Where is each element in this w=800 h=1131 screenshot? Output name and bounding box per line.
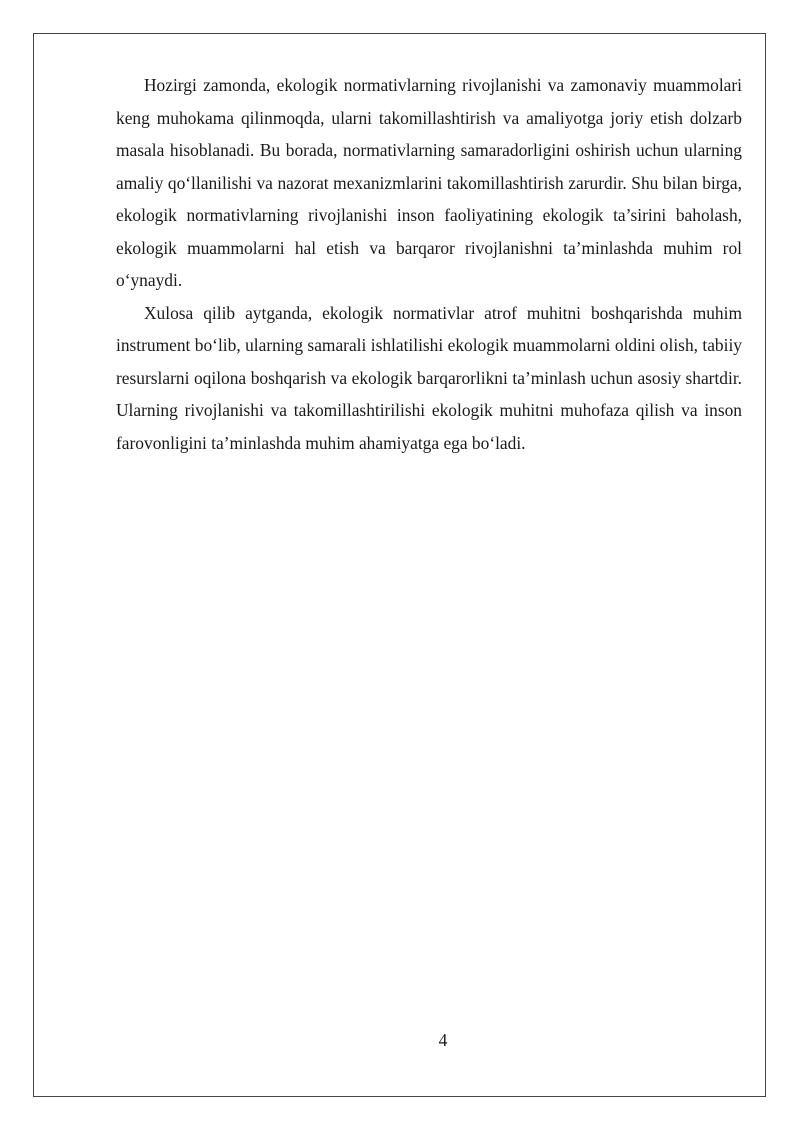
page-number: 4 xyxy=(438,1030,448,1050)
document-body xyxy=(116,69,742,459)
paragraph-1: Hozirgi zamonda, ekologik normativlarning rivojlanishi va zamonaviy muammolari keng muhokama qilinmoqda, ularni takomillashtirish va amaliyotga joriy etish dolzarb masala hisoblanadi. Bu borada, normativlarning samaradorligini oshirish uchun ularning amaliy qo‘llanilishi va nazorat mexanizmlarini takomillashtirish zarurdir. Shu bilan birga, ekologik normativlarning rivojlanishi inson faoliyatining ekologik ta’sirini baholash, ekologik muammolarni hal etish va barqaror rivojlanishni ta’minlashda muhim rol o‘ynaydi. xyxy=(116,75,742,290)
paragraph-2: Xulosa qilib aytganda, ekologik normativlar atrof muhitni boshqarishda muhim instrument bo‘lib, ularning samarali ishlatilishi ekologik muammolarni oldini olish, tabiiy resurslarni oqilona boshqarish va ekologik barqarorlikni ta’minlash uchun asosiy shartdir. Ularning rivojlanishi va takomillashtirilishi ekologik muhitni muhofaza qilish va inson farovonligini ta’minlashda muhim ahamiyatga ega bo‘ladi. xyxy=(116,302,742,453)
